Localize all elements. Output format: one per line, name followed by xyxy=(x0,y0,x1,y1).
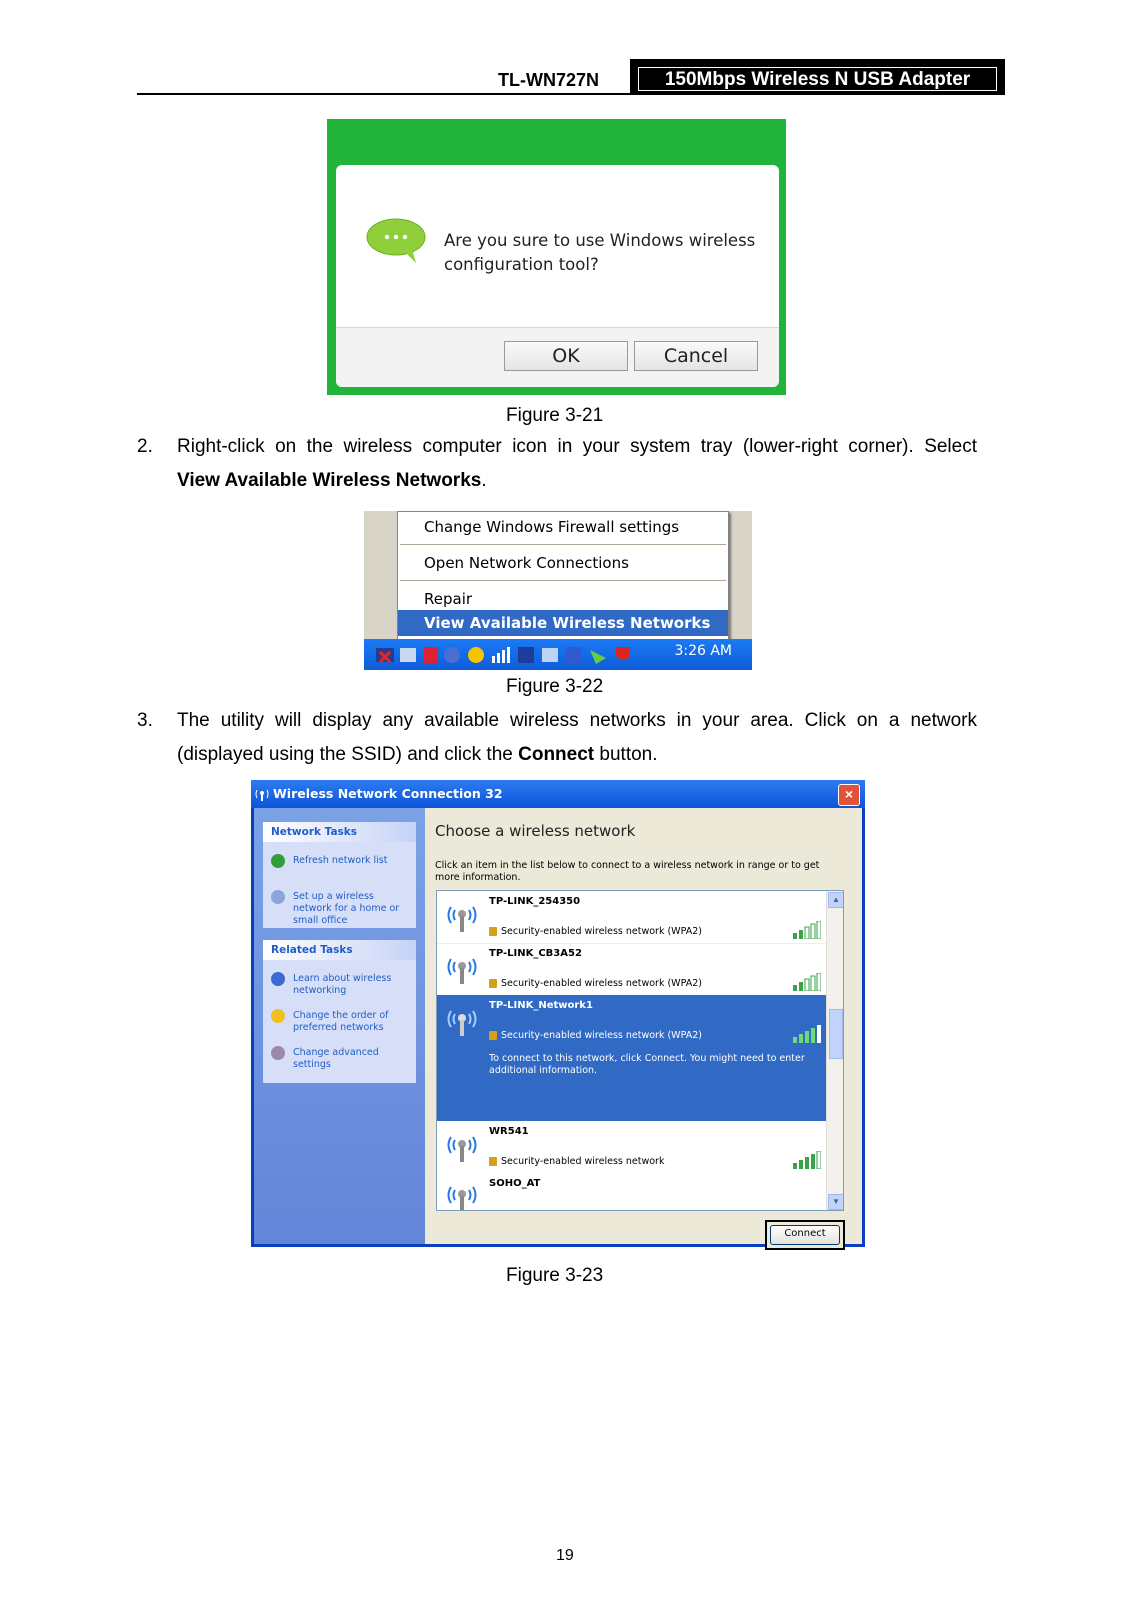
window-title: Wireless Network Connection 32 xyxy=(273,786,503,801)
step2-line2 xyxy=(177,464,487,498)
menu-separator xyxy=(400,580,726,581)
header-product: 150Mbps Wireless N USB Adapter xyxy=(638,67,997,91)
step3-bold: Connect xyxy=(518,744,595,765)
task-setup-wireless-network[interactable]: Set up a wireless network for a home or small office xyxy=(293,891,400,926)
network-tasks-title: Network Tasks xyxy=(263,822,416,842)
figure-3-23-caption: Figure 3-23 xyxy=(506,1265,604,1286)
network-ssid: SOHO_AT xyxy=(489,1178,541,1189)
network-ssid: TP-LINK_254350 xyxy=(489,896,581,907)
step3-line1: The utility will display any available wireless networks in your area. Click on a network xyxy=(177,710,977,731)
step3-line2 xyxy=(177,738,658,772)
confirm-dialog xyxy=(336,165,779,387)
dialog-message xyxy=(444,229,774,277)
list-item[interactable] xyxy=(437,943,827,995)
step2-number: 2. xyxy=(137,436,153,457)
header-rule xyxy=(137,93,1005,95)
header-model: TL-WN727N xyxy=(498,70,600,90)
instruction-text: Click an item in the list below to connect to a wireless network in range or to get more information. xyxy=(435,860,820,883)
page-heading: Choose a wireless network xyxy=(435,822,636,840)
network-description: To connect to this network, click Connect. You might need to enter additional information. xyxy=(489,1053,805,1076)
list-item[interactable] xyxy=(437,891,827,944)
list-item[interactable] xyxy=(437,1121,827,1173)
network-ssid: WR541 xyxy=(489,1126,529,1137)
list-item[interactable] xyxy=(437,1173,827,1211)
scroll-thumb[interactable] xyxy=(829,1009,843,1059)
antenna-icon xyxy=(445,1005,479,1037)
related-tasks-box xyxy=(263,940,416,1083)
connect-button[interactable]: Connect xyxy=(770,1225,840,1245)
menu-item-open-connections[interactable]: Open Network Connections xyxy=(424,554,629,572)
antenna-icon xyxy=(445,1131,479,1163)
connect-button-frame xyxy=(765,1220,845,1250)
signal-strength-icon xyxy=(793,921,821,939)
step3-line2-post: button. xyxy=(594,744,658,765)
menu-item-firewall[interactable]: Change Windows Firewall settings xyxy=(424,518,680,536)
step2-tail: . xyxy=(481,470,487,491)
network-security: Security-enabled wireless network (WPA2) xyxy=(501,1030,702,1041)
figure-3-23-wireless-window xyxy=(251,780,865,1247)
tray-clock: 3:26 AM xyxy=(674,643,732,659)
ok-button[interactable]: OK xyxy=(504,341,628,371)
figure-3-22-caption: Figure 3-22 xyxy=(506,676,604,697)
lock-icon xyxy=(489,1157,497,1166)
figure-3-22-context-menu xyxy=(364,511,752,670)
signal-strength-icon xyxy=(793,973,821,991)
antenna-icon xyxy=(445,901,479,933)
step2-line1: Right-click on the wireless computer icon in your system tray (lower-right corner). Select xyxy=(177,436,977,457)
step2-bold: View Available Wireless Networks xyxy=(177,470,482,491)
header-product-box xyxy=(630,59,1005,95)
signal-strength-icon xyxy=(793,1025,821,1043)
antenna-icon xyxy=(445,1181,479,1211)
page-number: 19 xyxy=(556,1547,574,1564)
network-security: Security-enabled wireless network (WPA2) xyxy=(501,926,702,937)
refresh-icon xyxy=(271,854,285,868)
tray-context-menu xyxy=(397,511,729,641)
close-button[interactable]: × xyxy=(838,784,860,806)
system-tray xyxy=(364,639,752,670)
wireless-icon xyxy=(255,787,269,801)
task-pane xyxy=(254,808,425,1244)
speech-bubble-icon xyxy=(366,217,430,265)
menu-item-repair[interactable]: Repair xyxy=(424,590,473,608)
signal-strength-icon xyxy=(793,1151,821,1169)
dialog-message-line1: Are you sure to use Windows wireless xyxy=(444,231,756,250)
cancel-button[interactable]: Cancel xyxy=(634,341,758,371)
menu-item-view-networks[interactable]: View Available Wireless Networks xyxy=(398,610,728,636)
lock-icon xyxy=(489,1031,497,1040)
network-ssid: TP-LINK_CB3A52 xyxy=(489,948,582,959)
step3-line2-pre: (displayed using the SSID) and click the xyxy=(177,744,519,765)
window-titlebar xyxy=(251,780,865,808)
info-icon xyxy=(271,972,285,986)
scrollbar[interactable] xyxy=(826,891,843,1210)
star-icon xyxy=(271,1009,285,1023)
step3-number: 3. xyxy=(137,710,153,731)
network-security: Security-enabled wireless network xyxy=(501,1156,665,1167)
figure-3-21-dialog xyxy=(327,119,786,395)
antenna-icon xyxy=(445,953,479,985)
lock-icon xyxy=(489,927,497,936)
dialog-message-line2: configuration tool? xyxy=(444,255,599,274)
network-list[interactable] xyxy=(436,890,844,1211)
scroll-down-button[interactable]: ▼ xyxy=(828,1194,844,1210)
task-change-advanced[interactable]: Change advanced settings xyxy=(293,1047,379,1070)
task-refresh-network-list[interactable]: Refresh network list xyxy=(293,855,388,866)
tray-icons xyxy=(376,644,656,666)
list-item-selected[interactable] xyxy=(437,995,827,1121)
setup-network-icon xyxy=(271,890,285,904)
scroll-up-button[interactable]: ▲ xyxy=(828,892,844,908)
task-change-order[interactable]: Change the order of preferred networks xyxy=(293,1010,389,1033)
network-security: Security-enabled wireless network (WPA2) xyxy=(501,978,702,989)
menu-separator xyxy=(400,544,726,545)
network-tasks-box xyxy=(263,822,416,928)
figure-3-21-caption: Figure 3-21 xyxy=(506,405,604,426)
lock-icon xyxy=(489,979,497,988)
network-pane xyxy=(425,808,862,1244)
task-learn-wireless[interactable]: Learn about wireless networking xyxy=(293,973,392,996)
related-tasks-title: Related Tasks xyxy=(263,940,416,960)
settings-icon xyxy=(271,1046,285,1060)
network-ssid: TP-LINK_Network1 xyxy=(489,1000,593,1011)
